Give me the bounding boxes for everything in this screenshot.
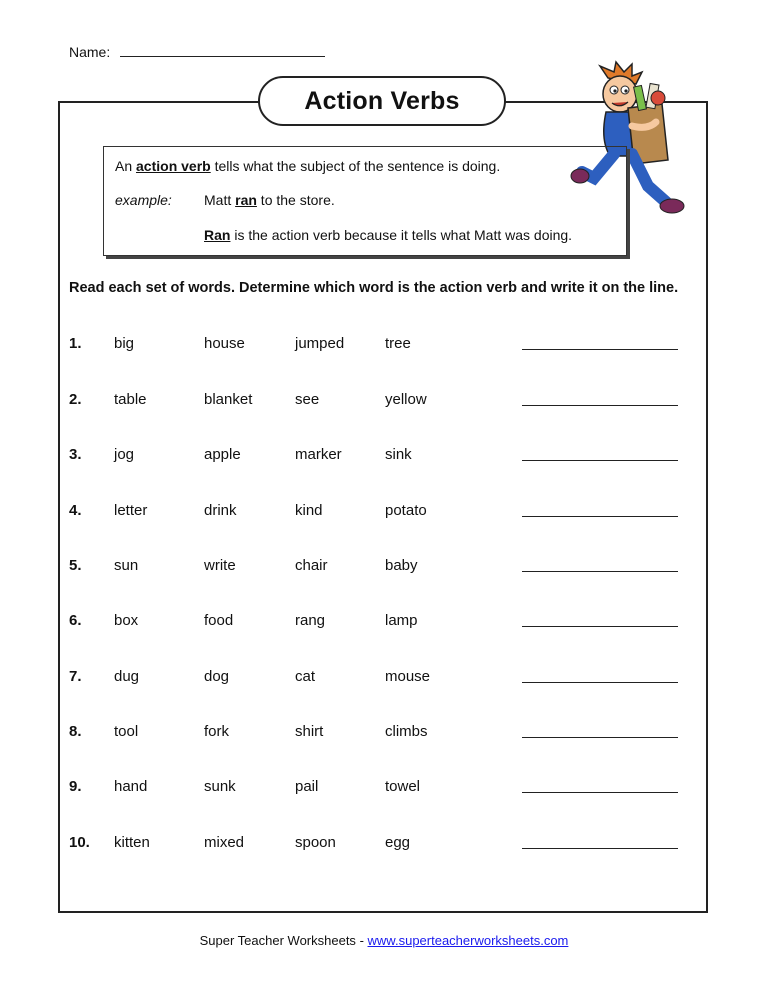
word-choice: tool xyxy=(114,723,139,740)
exercise-row xyxy=(69,446,689,466)
word-choice: tree xyxy=(385,335,411,352)
word-choice: dog xyxy=(204,668,230,685)
word-choice: marker xyxy=(295,446,342,463)
exercise-row xyxy=(69,335,689,355)
exercise-number: 1. xyxy=(69,335,82,352)
word-choice: cat xyxy=(295,668,316,685)
word-choice: spoon xyxy=(295,834,336,851)
exercise-row xyxy=(69,834,689,854)
example-prefix: Matt xyxy=(204,192,236,208)
word-choice: jumped xyxy=(295,335,345,352)
word-choice: kitten xyxy=(114,834,150,851)
word-choice: mixed xyxy=(204,834,245,851)
worksheet-title: Action Verbs xyxy=(258,76,506,126)
word-choice: sink xyxy=(385,446,412,463)
name-label: Name: xyxy=(69,44,111,60)
exercise-number: 10. xyxy=(69,834,90,851)
definition-term: action verb xyxy=(136,158,211,174)
word-choice: box xyxy=(114,612,139,629)
exercise-row xyxy=(69,502,689,522)
name-blank-line[interactable] xyxy=(120,44,325,57)
word-choice: jog xyxy=(114,446,135,463)
word-choice: climbs xyxy=(385,723,428,740)
answer-line[interactable] xyxy=(522,737,678,738)
exercise-row xyxy=(69,723,689,743)
word-choice: towel xyxy=(385,778,421,795)
word-choice: sun xyxy=(114,557,139,574)
word-choice: big xyxy=(114,335,135,352)
definition-prefix: An xyxy=(115,158,137,174)
definition-suffix: tells what the subject of the sentence is doing. xyxy=(210,158,501,174)
word-choice: see xyxy=(295,391,320,408)
explanation-suffix: is the action verb because it tells what Matt was doing. xyxy=(230,227,573,243)
word-choice: shirt xyxy=(295,723,324,740)
word-choice: chair xyxy=(295,557,328,574)
word-choice: write xyxy=(204,557,236,574)
word-choice: table xyxy=(114,391,147,408)
word-choice: house xyxy=(204,335,245,352)
word-choice: apple xyxy=(204,446,241,463)
exercise-row xyxy=(69,391,689,411)
answer-line[interactable] xyxy=(522,848,678,849)
answer-line[interactable] xyxy=(522,792,678,793)
word-choice: letter xyxy=(114,502,148,519)
explanation-verb: Ran xyxy=(204,227,231,243)
name-field-row xyxy=(69,44,325,60)
exercise-number: 4. xyxy=(69,502,82,519)
footer-url-link[interactable]: www.superteacherworksheets.com xyxy=(367,933,569,948)
word-choice: lamp xyxy=(385,612,418,629)
instructions: Read each set of words. Determine which word is the action verb and write it on the line. xyxy=(69,280,679,296)
example-suffix: to the store. xyxy=(256,192,335,208)
word-choice: baby xyxy=(385,557,418,574)
word-choice: blanket xyxy=(204,391,253,408)
word-choice: pail xyxy=(295,778,319,795)
word-choice: dug xyxy=(114,668,140,685)
exercise-number: 3. xyxy=(69,446,82,463)
example-sentence xyxy=(204,192,335,208)
word-choice: fork xyxy=(204,723,230,740)
exercise-row xyxy=(69,668,689,688)
word-choice: egg xyxy=(385,834,411,851)
answer-line[interactable] xyxy=(522,460,678,461)
example-explanation xyxy=(204,227,572,243)
word-choice: kind xyxy=(295,502,323,519)
answer-line[interactable] xyxy=(522,626,678,627)
exercise-row xyxy=(69,778,689,798)
exercise-number: 7. xyxy=(69,668,82,685)
answer-line[interactable] xyxy=(522,682,678,683)
word-choice: yellow xyxy=(385,391,427,408)
word-choice: potato xyxy=(385,502,427,519)
answer-line[interactable] xyxy=(522,405,678,406)
word-choice: rang xyxy=(295,612,326,629)
footer xyxy=(0,933,768,948)
word-choice: food xyxy=(204,612,234,629)
answer-line[interactable] xyxy=(522,349,678,350)
exercise-row xyxy=(69,612,689,632)
answer-line[interactable] xyxy=(522,516,678,517)
footer-separator: - xyxy=(359,933,364,948)
answer-line[interactable] xyxy=(522,571,678,572)
exercise-number: 6. xyxy=(69,612,82,629)
footer-site-name: Super Teacher Worksheets xyxy=(199,933,356,948)
definition-sentence xyxy=(115,158,500,174)
example-label: example: xyxy=(115,192,172,208)
word-choice: sunk xyxy=(204,778,236,795)
word-choice: mouse xyxy=(385,668,431,685)
exercise-row xyxy=(69,557,689,577)
definition-box xyxy=(103,146,627,256)
exercise-number: 5. xyxy=(69,557,82,574)
word-choice: drink xyxy=(204,502,237,519)
exercise-number: 2. xyxy=(69,391,82,408)
word-choice: hand xyxy=(114,778,148,795)
exercise-number: 9. xyxy=(69,778,82,795)
exercise-number: 8. xyxy=(69,723,82,740)
example-verb: ran xyxy=(235,192,257,208)
